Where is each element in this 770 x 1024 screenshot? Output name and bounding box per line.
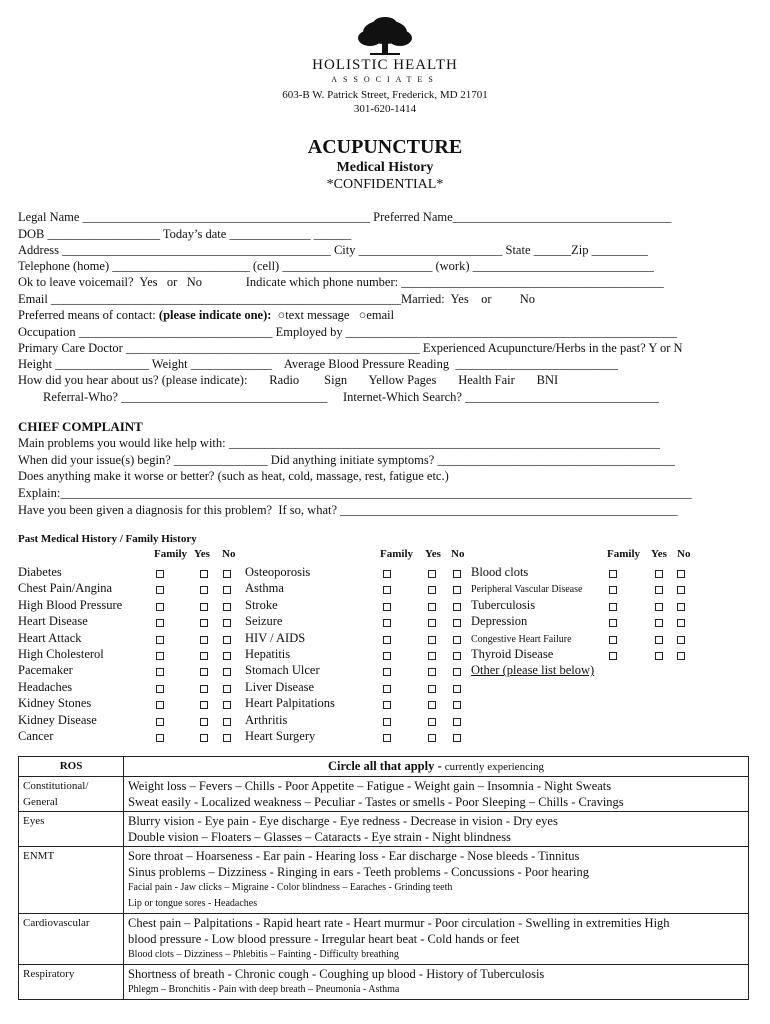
pmh-checkbox-yes[interactable] xyxy=(428,718,436,726)
pmh-condition-label: Heart Palpitations xyxy=(245,696,335,711)
pmh-checkbox-family[interactable] xyxy=(156,636,164,644)
pmh-checkbox-family[interactable] xyxy=(156,718,164,726)
pmh-checkbox-family[interactable] xyxy=(609,586,617,594)
pmh-checkbox-no[interactable] xyxy=(677,603,685,611)
pmh-checkbox-family[interactable] xyxy=(609,619,617,627)
pmh-condition-label: Headaches xyxy=(18,679,73,694)
pmh-checkbox-no[interactable] xyxy=(223,652,231,660)
pmh-checkbox-family[interactable] xyxy=(609,652,617,660)
legal-name-line[interactable]: Legal Name ______________________________________________ Preferred Name___________________________________ xyxy=(18,210,672,224)
pmh-checkbox-family[interactable] xyxy=(383,652,391,660)
pmh-col-no-header: No xyxy=(451,548,465,560)
pmh-condition-label: Peripheral Vascular Disease xyxy=(471,584,583,596)
explain-line[interactable]: Explain:_____________________________________________________________________________________________________ xyxy=(18,486,692,500)
ros-header-row xyxy=(19,757,749,777)
worse-better-line: Does anything make it worse or better? (such as heat, cold, massage, rest, fatigue etc.) xyxy=(18,469,449,483)
pmh-checkbox-no[interactable] xyxy=(223,570,231,578)
page-subtitle: Medical History xyxy=(336,160,434,175)
org-phone: 301-620-1414 xyxy=(353,103,417,115)
pmh-checkbox-no[interactable] xyxy=(453,603,461,611)
address-line[interactable]: Address ___________________________________________ City _______________________ State ______Zip _________ xyxy=(18,243,648,257)
pmh-checkbox-family[interactable] xyxy=(156,652,164,660)
ros-symptoms[interactable]: Blurry vision - Eye pain - Eye discharge - Eye redness - Decrease in vision - Dry eyes Double vision – Floaters – Glasses – Cataracts - Eye strain - Night blindness xyxy=(124,812,749,847)
ros-category: Eyes xyxy=(19,812,124,847)
main-problems-line[interactable]: Main problems you would like help with: _____________________________________________________________________ xyxy=(18,436,660,450)
pmh-checkbox-yes[interactable] xyxy=(200,701,208,709)
pmh-checkbox-no[interactable] xyxy=(223,586,231,594)
pmh-checkbox-yes[interactable] xyxy=(428,701,436,709)
pmh-checkbox-yes[interactable] xyxy=(428,734,436,742)
text-message-option[interactable]: ○text message xyxy=(277,308,350,322)
pmh-condition-label: Heart Surgery xyxy=(245,729,316,743)
pmh-condition-label: Kidney Disease xyxy=(18,712,97,727)
ros-row[interactable] xyxy=(19,777,749,812)
pmh-condition-label: Stomach Ulcer xyxy=(245,663,320,678)
telephone-line[interactable]: Telephone (home) ______________________ (cell) ________________________ (work) _____________________________ xyxy=(18,259,654,273)
pmh-checkbox-no[interactable] xyxy=(453,636,461,644)
pmh-checkbox-yes[interactable] xyxy=(428,619,436,627)
contact-preference-line xyxy=(18,308,394,323)
pmh-checkbox-no[interactable] xyxy=(223,619,231,627)
email-line[interactable]: Email ________________________________________________________Married: Yes or No xyxy=(18,292,535,306)
pmh-checkbox-no[interactable] xyxy=(453,701,461,709)
email-option[interactable]: ○email xyxy=(358,308,395,322)
pmh-checkbox-yes[interactable] xyxy=(200,570,208,578)
pmh-condition-label: Blood clots xyxy=(471,565,529,579)
pmh-condition-label: Cancer xyxy=(18,729,54,743)
pmh-checkbox-yes[interactable] xyxy=(200,718,208,726)
pmh-col-no-header: No xyxy=(677,548,691,560)
ros-category: Respiratory xyxy=(19,965,124,1000)
pmh-checkbox-family[interactable] xyxy=(383,734,391,742)
pmh-condition-label: Congestive Heart Failure xyxy=(471,633,572,645)
pmh-checkbox-yes[interactable] xyxy=(428,685,436,693)
pmh-condition-label: Arthritis xyxy=(245,712,288,727)
ros-row[interactable] xyxy=(19,965,749,1000)
ros-row[interactable] xyxy=(19,914,749,965)
contact-instruction: (please indicate one): xyxy=(158,308,272,322)
pmh-condition-label: Hepatitis xyxy=(245,647,291,661)
ros-category: Cardiovascular xyxy=(19,914,124,965)
pmh-checkbox-no[interactable] xyxy=(453,570,461,578)
pmh-checkbox-no[interactable] xyxy=(453,668,461,676)
ros-symptoms[interactable]: Sore throat – Hoarseness - Ear pain - Hearing loss - Ear discharge - Nose bleeds - Tinnitus Sinus problems – Dizziness - Ringing in ears - Teeth problems - Concussions - Poor hearing Facial pain - Jaw clicks – Migraine - Color blindness – Earaches - Grinding teeth Lip or tongue sores - Headaches xyxy=(124,847,749,914)
pmh-col-yes-header: Yes xyxy=(194,548,210,560)
pmh-checkbox-no[interactable] xyxy=(453,586,461,594)
pmh-checkbox-no[interactable] xyxy=(677,619,685,627)
pmh-checkbox-yes[interactable] xyxy=(200,652,208,660)
pmh-condition-label: Heart Disease xyxy=(18,614,88,629)
pmh-checkbox-no[interactable] xyxy=(223,668,231,676)
pmh-checkbox-yes[interactable] xyxy=(428,586,436,594)
dob-line[interactable]: DOB __________________ Today’s date _____________ ______ xyxy=(18,227,352,241)
pmh-col-yes-header: Yes xyxy=(651,548,667,560)
pmh-col-family-header: Family xyxy=(607,548,640,560)
pmh-checkbox-family[interactable] xyxy=(156,701,164,709)
pmh-checkbox-yes[interactable] xyxy=(200,668,208,676)
org-name: HOLISTIC HEALTH xyxy=(312,57,458,73)
pmh-condition-label: High Blood Pressure xyxy=(18,597,123,612)
pmh-checkbox-yes[interactable] xyxy=(655,619,663,627)
pmh-checkbox-yes[interactable] xyxy=(428,570,436,578)
pmh-checkbox-no[interactable] xyxy=(453,718,461,726)
pmh-checkbox-family[interactable] xyxy=(383,685,391,693)
pmh-checkbox-yes[interactable] xyxy=(655,570,663,578)
pmh-col-family-header: Family xyxy=(380,548,413,560)
ros-header-instructions: Circle all that apply - currently experiencing xyxy=(124,757,749,777)
pmh-checkbox-no[interactable] xyxy=(453,734,461,742)
pmh-checkbox-family[interactable] xyxy=(156,619,164,627)
pmh-checkbox-yes[interactable] xyxy=(428,668,436,676)
pmh-col-yes-header: Yes xyxy=(425,548,441,560)
ros-table xyxy=(18,756,749,1000)
pmh-checkbox-family[interactable] xyxy=(609,636,617,644)
pmh-checkbox-no[interactable] xyxy=(223,636,231,644)
pmh-checkbox-yes[interactable] xyxy=(200,734,208,742)
pmh-condition-label: Seizure xyxy=(245,614,283,629)
pmh-checkbox-family[interactable] xyxy=(383,603,391,611)
contact-label: Preferred means of contact: xyxy=(18,308,159,322)
pmh-checkbox-no[interactable] xyxy=(223,603,231,611)
pmh-checkbox-family[interactable] xyxy=(383,619,391,627)
pmh-condition-label: Diabetes xyxy=(18,565,62,579)
pmh-checkbox-family[interactable] xyxy=(383,668,391,676)
pmh-checkbox-family[interactable] xyxy=(609,570,617,578)
pmh-checkbox-family[interactable] xyxy=(383,701,391,709)
confidential-label: *CONFIDENTIAL* xyxy=(326,177,444,192)
pmh-checkbox-family[interactable] xyxy=(383,636,391,644)
pmh-checkbox-yes[interactable] xyxy=(200,603,208,611)
issue-begin-line[interactable]: When did your issue(s) begin? _______________ Did anything initiate symptoms? ______________________________________ xyxy=(18,453,675,467)
pmh-condition-label: Stroke xyxy=(245,597,278,612)
pmh-checkbox-yes[interactable] xyxy=(655,603,663,611)
pmh-condition-label: Other (please list below) xyxy=(471,663,595,678)
ros-symptoms[interactable]: Weight loss – Fevers – Chills - Poor Appetite – Fatigue - Weight gain – Insomnia - Night Sweats Sweat easily - Localized weakness – Peculiar - Tastes or smells - Poor Sleeping – Chills - Cravings xyxy=(124,777,749,812)
ros-header-cat: ROS xyxy=(19,757,124,777)
diagnosis-line[interactable]: Have you been given a diagnosis for this problem? If so, what? ______________________________________________________ xyxy=(18,503,678,517)
pmh-checkbox-family[interactable] xyxy=(383,570,391,578)
pmh-checkbox-no[interactable] xyxy=(453,619,461,627)
pmh-checkbox-yes[interactable] xyxy=(655,586,663,594)
pmh-checkbox-yes[interactable] xyxy=(655,652,663,660)
pmh-condition-label: High Cholesterol xyxy=(18,647,104,661)
chief-complaint-heading: CHIEF COMPLAINT xyxy=(18,419,143,434)
org-address: 603-B W. Patrick Street, Frederick, MD 21701 xyxy=(282,89,488,101)
pmh-checkbox-family[interactable] xyxy=(156,668,164,676)
page-title: ACUPUNCTURE xyxy=(307,136,463,158)
pmh-checkbox-no[interactable] xyxy=(677,570,685,578)
referral-who-line[interactable]: Referral-Who? _________________________________ Internet-Which Search? _______________________________ xyxy=(18,390,659,404)
occupation-line[interactable]: Occupation _______________________________ Employed by _____________________________________________________ xyxy=(18,325,677,339)
pmh-checkbox-family[interactable] xyxy=(156,570,164,578)
height-weight-line[interactable]: Height _______________ Weight _____________ Average Blood Pressure Reading __________________________ xyxy=(18,357,618,371)
pmh-checkbox-no[interactable] xyxy=(223,734,231,742)
pmh-checkbox-no[interactable] xyxy=(223,701,231,709)
pmh-condition-label: Asthma xyxy=(245,581,284,596)
pmh-checkbox-no[interactable] xyxy=(677,586,685,594)
pmh-condition-label: Kidney Stones xyxy=(18,696,92,711)
pmh-condition-label: Chest Pain/Angina xyxy=(18,581,113,596)
ros-row[interactable] xyxy=(19,812,749,847)
ros-row[interactable] xyxy=(19,847,749,914)
pmh-checkbox-family[interactable] xyxy=(156,685,164,693)
primary-care-line[interactable]: Primary Care Doctor _______________________________________________ Experienced Acupuncture/Herbs in the past? Y or N xyxy=(18,341,683,355)
pmh-checkbox-family[interactable] xyxy=(383,718,391,726)
ros-symptoms[interactable]: Chest pain – Palpitations - Rapid heart rate - Heart murmur - Poor circulation - Swelling in extremities High blood pressure - Low blood pressure - Irregular heart beat - Cold hands or feet Blood clots – Dizziness – Phlebitis – Fainting - Difficulty breathing xyxy=(124,914,749,965)
pmh-checkbox-yes[interactable] xyxy=(428,636,436,644)
pmh-checkbox-yes[interactable] xyxy=(655,636,663,644)
pmh-condition-label: Liver Disease xyxy=(245,679,315,694)
pmh-condition-label: Osteoporosis xyxy=(245,565,311,579)
referral-source-line[interactable]: How did you hear about us? (please indicate): Radio Sign Yellow Pages Health Fair BNI xyxy=(18,373,559,387)
pmh-condition-label: Heart Attack xyxy=(18,630,82,645)
pmh-condition-label: Tuberculosis xyxy=(471,597,536,612)
ros-category: ENMT xyxy=(19,847,124,914)
pmh-checkbox-yes[interactable] xyxy=(200,636,208,644)
pmh-checkbox-no[interactable] xyxy=(677,636,685,644)
ros-symptoms[interactable]: Shortness of breath - Chronic cough - Coughing up blood - History of Tuberculosis Phlegm – Bronchitis - Pain with deep breath – Pneumonia - Asthma xyxy=(124,965,749,1000)
pmh-condition-label: Depression xyxy=(471,614,528,629)
voicemail-line[interactable]: Ok to leave voicemail? Yes or No Indicate which phone number: __________________________________________ xyxy=(18,275,664,289)
pmh-col-no-header: No xyxy=(222,548,236,560)
pmh-checkbox-family[interactable] xyxy=(156,603,164,611)
pmh-checkbox-family[interactable] xyxy=(609,603,617,611)
pmh-checkbox-family[interactable] xyxy=(156,734,164,742)
pmh-checkbox-no[interactable] xyxy=(453,685,461,693)
pmh-col-family-header: Family xyxy=(154,548,187,560)
pmh-checkbox-no[interactable] xyxy=(677,652,685,660)
pmh-heading: Past Medical History / Family History xyxy=(18,533,197,545)
pmh-condition-label: HIV / AIDS xyxy=(245,630,306,645)
pmh-checkbox-family[interactable] xyxy=(156,586,164,594)
pmh-checkbox-no[interactable] xyxy=(453,652,461,660)
ros-category: Constitutional/ General xyxy=(19,777,124,812)
pmh-checkbox-yes[interactable] xyxy=(200,685,208,693)
pmh-checkbox-yes[interactable] xyxy=(428,603,436,611)
org-subtitle: ASSOCIATES xyxy=(331,75,439,84)
pmh-checkbox-no[interactable] xyxy=(223,685,231,693)
pmh-checkbox-family[interactable] xyxy=(383,586,391,594)
pmh-checkbox-yes[interactable] xyxy=(200,619,208,627)
pmh-checkbox-no[interactable] xyxy=(223,718,231,726)
pmh-checkbox-yes[interactable] xyxy=(200,586,208,594)
pmh-condition-label: Thyroid Disease xyxy=(471,647,554,661)
pmh-checkbox-yes[interactable] xyxy=(428,652,436,660)
pmh-condition-label: Pacemaker xyxy=(18,663,73,678)
